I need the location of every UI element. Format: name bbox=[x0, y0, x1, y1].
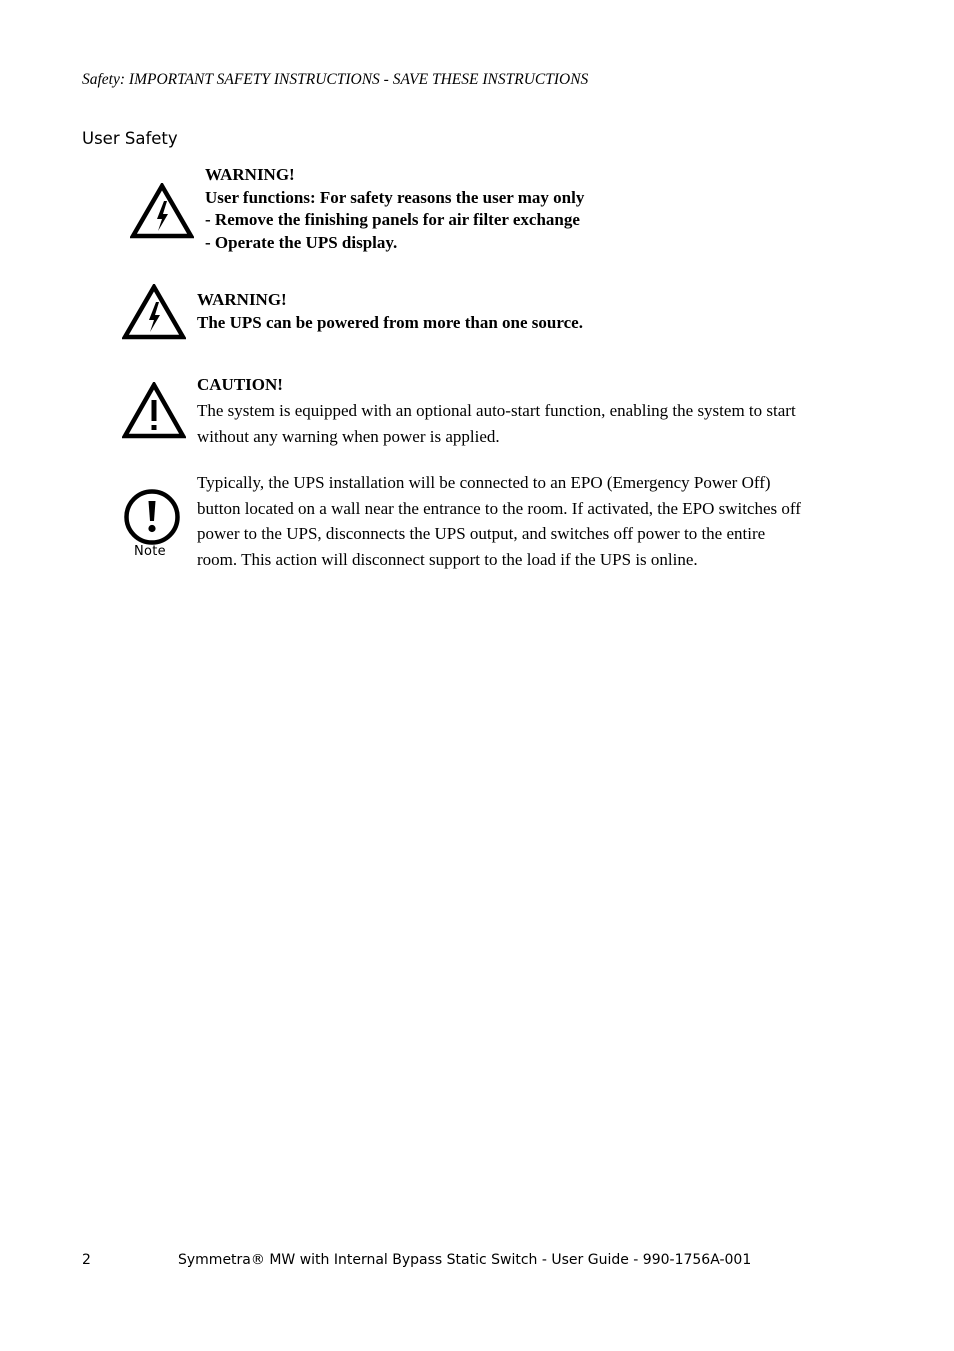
section-title: User Safety bbox=[82, 129, 178, 148]
note-label: Note bbox=[134, 544, 166, 559]
caution-heading: CAUTION! bbox=[197, 375, 283, 394]
electrical-hazard-icon bbox=[130, 183, 194, 239]
caution-exclamation-icon bbox=[122, 382, 186, 439]
caution-text-line: The system is equipped with an optional auto-start function, enabling the system to start bbox=[197, 401, 796, 420]
warning-text-line: User functions: For safety reasons the user may only bbox=[205, 187, 585, 207]
warning-block-user-functions bbox=[205, 164, 584, 254]
caution-text-line: without any warning when power is applied. bbox=[197, 426, 500, 446]
note-text-line: room. This action will disconnect support to the load if the UPS is online. bbox=[197, 549, 698, 569]
note-text bbox=[197, 470, 801, 572]
warning-heading: WARNING! bbox=[197, 290, 287, 309]
note-text-line: Typically, the UPS installation will be connected to an EPO (Emergency Power Off) bbox=[197, 473, 771, 492]
warning-text-line: - Remove the finishing panels for air filter exchange bbox=[205, 210, 580, 230]
caution-text bbox=[197, 398, 796, 449]
note-text-line: power to the UPS, disconnects the UPS output, and switches off power to the entire bbox=[197, 524, 766, 544]
caution-heading-block bbox=[197, 374, 283, 397]
running-header: Safety: IMPORTANT SAFETY INSTRUCTIONS - SAVE THESE INSTRUCTIONS bbox=[82, 71, 589, 88]
page-number: 2 bbox=[82, 1252, 91, 1268]
note-text-line: button located on a wall near the entrance to the room. If activated, the EPO switches off bbox=[197, 498, 801, 518]
warning-text-line: The UPS can be powered from more than one source. bbox=[197, 312, 583, 332]
warning-text-line: - Operate the UPS display. bbox=[205, 232, 398, 252]
warning-heading: WARNING! bbox=[205, 165, 295, 184]
warning-block-multiple-sources bbox=[197, 289, 583, 334]
note-exclamation-icon bbox=[123, 489, 181, 547]
footer-guide-title: Symmetra® MW with Internal Bypass Static Switch - User Guide - 990-1756A-001 bbox=[178, 1252, 752, 1268]
electrical-hazard-icon bbox=[122, 284, 186, 340]
